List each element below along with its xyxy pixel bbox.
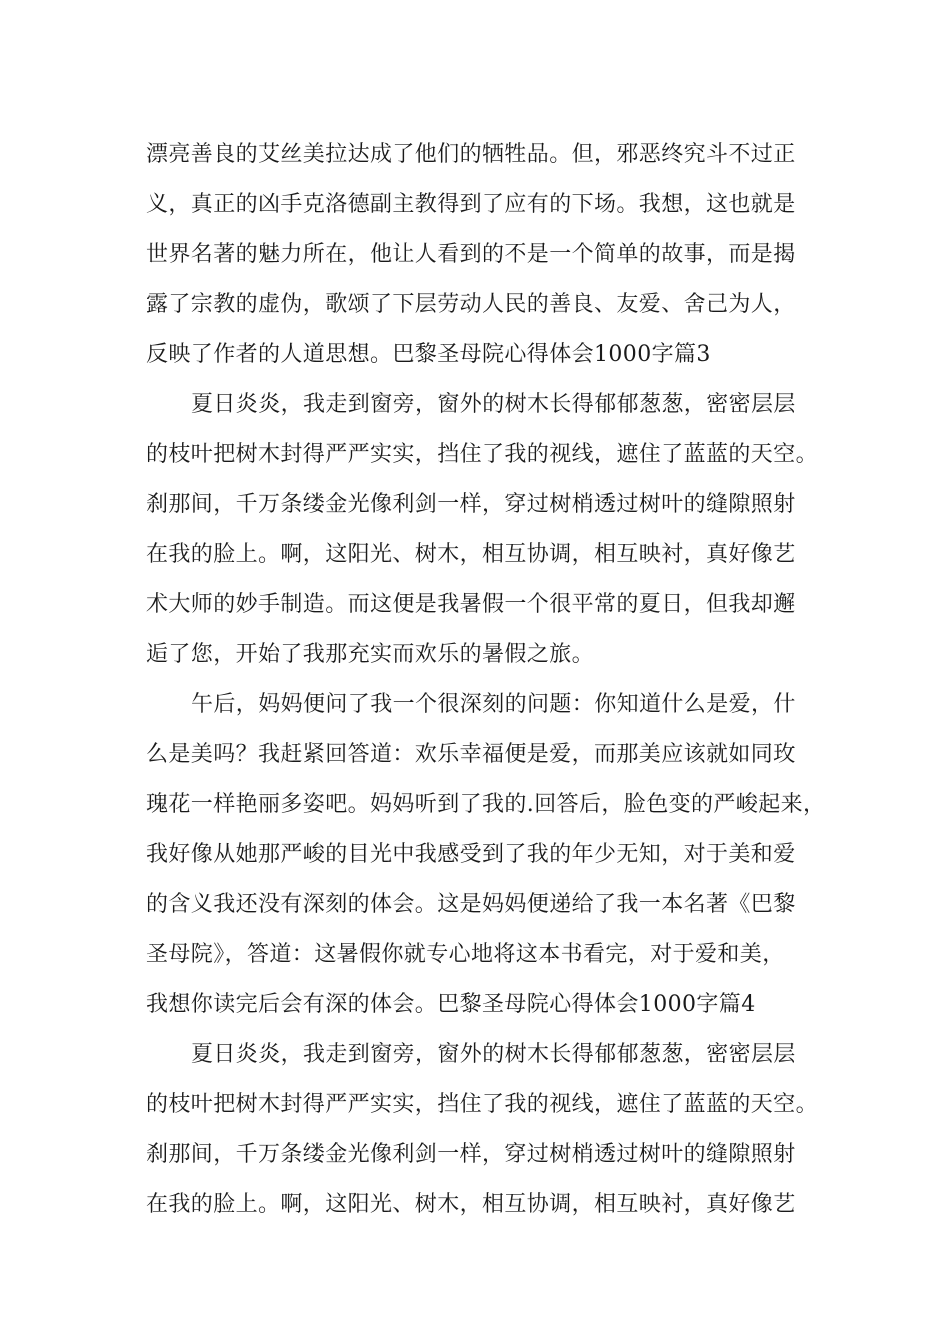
text-line: 圣母院》，答道：这暑假你就专心地将这本书看完，对于爱和美，: [146, 942, 785, 967]
text-line: 的枝叶把树木封得严严实实，挡住了我的视线，遮住了蓝蓝的天空。: [146, 1092, 819, 1117]
paragraph-start-line: 夏日炎炎，我走到窗旁，窗外的树木长得郁郁葱葱，密密层层: [191, 1042, 796, 1067]
document-body: [146, 130, 826, 1230]
text-line: 术大师的妙手制造。而这便是我暑假一个很平常的夏日，但我却邂: [146, 592, 796, 617]
text-line: 的枝叶把树木封得严严实实，挡住了我的视线，遮住了蓝蓝的天空。: [146, 442, 819, 467]
text-line: 世界名著的魅力所在，他让人看到的不是一个简单的故事，而是揭: [146, 242, 796, 267]
text-line: 刹那间，千万条缕金光像利剑一样，穿过树梢透过树叶的缝隙照射: [146, 1142, 796, 1167]
text-line: 的含义我还没有深刻的体会。这是妈妈便递给了我一本名著《巴黎: [146, 892, 796, 917]
text-line: 瑰花一样艳丽多姿吧。妈妈听到了我的.回答后，脸色变的严峻起来，: [146, 792, 826, 817]
text-line: 义，真正的凶手克洛德副主教得到了应有的下场。我想，这也就是: [146, 192, 796, 217]
text-line: 反映了作者的人道思想。巴黎圣母院心得体会1000字篇3: [146, 342, 711, 367]
paragraph-start-line: 夏日炎炎，我走到窗旁，窗外的树木长得郁郁葱葱，密密层层: [191, 392, 796, 417]
text-line: 我想你读完后会有深的体会。巴黎圣母院心得体会1000字篇4: [146, 992, 756, 1017]
text-line: 我好像从她那严峻的目光中我感受到了我的年少无知，对于美和爱: [146, 842, 796, 867]
text-line: 漂亮善良的艾丝美拉达成了他们的牺牲品。但，邪恶终究斗不过正: [146, 142, 796, 167]
text-line: 刹那间，千万条缕金光像利剑一样，穿过树梢透过树叶的缝隙照射: [146, 492, 796, 517]
text-line: 在我的脸上。啊，这阳光、树木，相互协调，相互映衬，真好像艺: [146, 542, 796, 567]
text-line: 在我的脸上。啊，这阳光、树木，相互协调，相互映衬，真好像艺: [146, 1192, 796, 1217]
text-line: 么是美吗？我赶紧回答道：欢乐幸福便是爱，而那美应该就如同玫: [146, 742, 796, 767]
text-line: 露了宗教的虚伪，歌颂了下层劳动人民的善良、友爱、舍己为人，: [146, 292, 796, 317]
paragraph-start-line: 午后，妈妈便问了我一个很深刻的问题：你知道什么是爱，什: [191, 692, 796, 717]
text-line: 逅了您，开始了我那充实而欢乐的暑假之旅。: [146, 642, 595, 667]
